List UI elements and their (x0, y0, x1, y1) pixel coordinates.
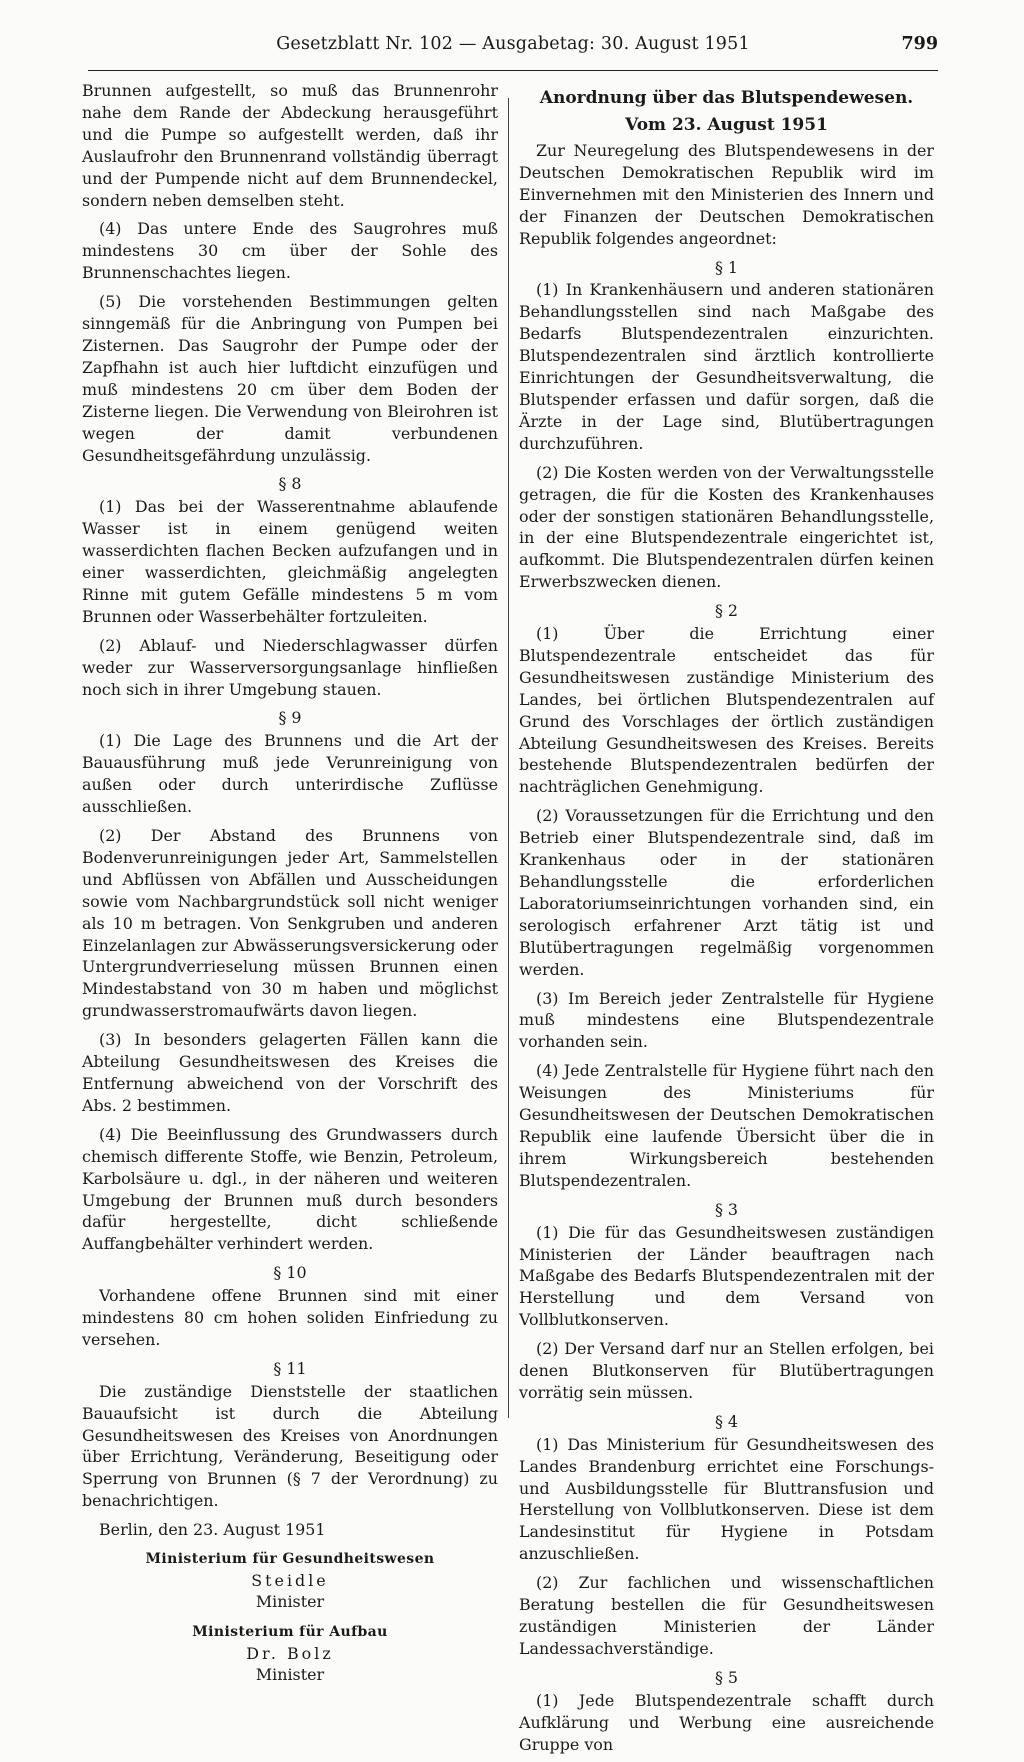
paragraph: (2) Zur fachlichen und wissenschaftlichen Beratung bestellen die für Gesundheitswesen zuständigen Ministerien der Länder Landessachverständige. (519, 1573, 934, 1658)
section-heading: § 2 (714, 601, 739, 621)
paragraph: (3) In besonders gelagerten Fällen kann die Abteilung Gesundheitswesen des Kreises die Entfernung abweichend von der Vorschrift des Abs. 2 bestimmen. (82, 1030, 498, 1115)
section-heading: § 5 (714, 1667, 739, 1687)
paragraph: (2) Die Kosten werden von der Verwaltungsstelle getragen, die für die Kosten des Krankenhauses oder der sonstigen stationären Behandlungsstelle, in der eine Blutspendezentrale eingerichtet ist, aufkommt. Die Blutspendezentralen dürfen keinen Erwerbszwecken dienen. (519, 462, 934, 592)
section-heading: § 8 (278, 474, 302, 494)
paragraph: (2) Der Abstand des Brunnens von Bodenverunreinigungen jeder Art, Sammelstellen und Abflüssen von Abfällen und Ausscheidungen sowie vom Nachbargrundstück soll nicht weniger als 10 m betragen. Von Senkgruben und anderen Einzelanlagen zur Abwässerungsversickerung oder Untergrundverrieselung müssen Brunnen einen Mindestabstand von 30 m haben und möglichst grundwasserstromaufwärts davon liegen. (82, 826, 498, 1021)
paragraph: Zur Neuregelung des Blutspendewesens in der Deutschen Demokratischen Republik wird im Einvernehmen mit den Ministerien des Innern und der Finanzen der Deutschen Demokratischen Republik folgendes angeordnet: (519, 141, 934, 248)
section-heading: § 11 (273, 1358, 307, 1378)
place-and-date: Berlin, den 23. August 1951 (99, 1520, 326, 1540)
left-column (82, 80, 498, 1685)
paragraph: (1) Jede Blutspendezentrale schafft durch Aufklärung und Werbung eine ausreichende Gruppe von (519, 1690, 934, 1754)
paragraph: Vorhandene offene Brunnen sind mit einer mindestens 80 cm hohen soliden Einfriedung zu versehen. (82, 1286, 498, 1349)
section-heading: § 3 (714, 1199, 739, 1219)
signature-institution: Ministerium für Aufbau (192, 1624, 388, 1641)
right-column (519, 80, 934, 1762)
paragraph: (4) Jede Zentralstelle für Hygiene führt nach den Weisungen des Ministeriums für Gesundheitswesen der Deutschen Demokratischen Republik eine laufende Übersicht über die in ihrem Wirkungsbereich bestehenden Blutspendezentralen. (519, 1061, 934, 1190)
section-heading: § 10 (273, 1263, 307, 1283)
paragraph: (1) In Krankenhäusern und anderen stationären Behandlungsstellen sind nach Maßgabe des Bedarfs Blutspendezentralen einzurichten. Blutspendezentralen sind ärztlich kontrollierte Einrichtungen der Gesundheitsverwaltung, die Blutspender erfassen und dafür sorgen, daß die Ärzte in der Lage sind, Blutübertragungen durchzuführen. (519, 280, 934, 453)
ordinance-title: Anordnung über das Blutspendewesen. (539, 88, 914, 108)
signature-name: Steidle (251, 1571, 329, 1591)
section-heading: § 4 (714, 1411, 739, 1431)
signature-institution: Ministerium für Gesundheitswesen (145, 1551, 435, 1568)
paragraph: Brunnen aufgestellt, so muß das Brunnenrohr nahe dem Rande der Abdeckung herausgeführt und die Pumpe so aufgestellt werden, daß ihr Auslaufrohr den Brunnenrand vollständig überragt und der Pumpende nicht auf dem Brunnendeckel, sondern neben demselben steht. (82, 81, 498, 210)
signature-role: Minister (255, 1592, 325, 1612)
paragraph: (2) Der Versand darf nur an Stellen erfolgen, bei denen Blutkonserven für Blutübertragungen vorrätig sein müssen. (519, 1339, 934, 1402)
paragraph: (1) Die für das Gesundheitswesen zuständigen Ministerien der Länder beauftragen nach Maßgabe des Bedarfs Blutspendezentralen mit der Herstellung und dem Versand von Vollblutkonserven. (519, 1222, 934, 1330)
paragraph: (3) Im Bereich jeder Zentralstelle für Hygiene muß mindestens eine Blutspendezentrale vorhanden sein. (519, 988, 934, 1052)
page-header (88, 30, 938, 71)
paragraph: (1) Die Lage des Brunnens und die Art der Bauausführung muß jede Verunreinigung von außen oder durch unterirdische Zuflüsse ausschließen. (82, 731, 498, 817)
ordinance-date: Vom 23. August 1951 (625, 115, 828, 135)
paragraph: (4) Die Beeinflussung des Grundwassers durch chemisch differente Stoffe, wie Benzin, Petroleum, Karbolsäure u. dgl., in der näheren und weiteren Umgebung der Brunnen muß durch besonders dafür hergestellte, dicht schließende Auffangbehälter verhindert werden. (82, 1124, 498, 1254)
paragraph: (1) Das Ministerium für Gesundheitswesen des Landes Brandenburg errichtet eine Forschungs- und Ausbildungsstelle für Bluttransfusion und Herstellung von Vollblutkonserven. Diese ist dem Landesinstitut für Hygiene in Potsdam anzuschließen. (519, 1434, 934, 1564)
paragraph: Die zuständige Dienststelle der staatlichen Bauaufsicht ist durch die Abteilung Gesundheitswesen des Kreises von Anordnungen über Errichtung, Veränderung, Beseitigung oder Sperrung von Brunnen (§ 7 der Verordnung) zu benachrichtigen. (82, 1381, 498, 1511)
section-heading: § 1 (714, 257, 739, 277)
signature-role: Minister (255, 1665, 325, 1685)
signature-name: Dr. Bolz (246, 1644, 334, 1664)
header-title: Gesetzblatt Nr. 102 — Ausgabetag: 30. August 1951 (276, 34, 750, 54)
column-divider (508, 98, 509, 1418)
paragraph: (1) Das bei der Wasserentnahme ablaufende Wasser ist in einem genügend weiten wasserdichten flachen Becken aufzufangen und in einer wasserdichten, gleichmäßig angelegten Rinne mit gutem Gefälle mindestens 5 m vom Brunnen oder Wasserbehälter fortzuleiten. (82, 497, 498, 626)
page-number: 799 (901, 34, 938, 54)
paragraph: (1) Über die Errichtung einer Blutspendezentrale entscheidet das für Gesundheitswesen zuständige Ministerium des Landes, bei örtlichen Blutspendezentralen auf Grund des Vorschlages der örtlich zuständigen Abteilung Gesundheitswesen des Kreises. Bereits bestehende Blutspendezentralen bedürfen der nachträglichen Genehmigung. (519, 624, 934, 797)
paragraph: (2) Voraussetzungen für die Errichtung und den Betrieb einer Blutspendezentrale sind, daß im Krankenhaus oder in der stationären Behandlungsstelle die erforderlichen Laboratoriumseinrichtungen vorhanden sind, ein serologisch erfahrener Arzt tätig ist und Blutübertragungen regelmäßig vorgenommen werden. (519, 806, 934, 979)
paragraph: (5) Die vorstehenden Bestimmungen gelten sinngemäß für die Anbringung von Pumpen bei Zisternen. Das Saugrohr der Pumpe oder der Zapfhahn ist auch hier luftdicht einzufügen und muß mindestens 20 cm über dem Boden der Zisterne liegen. Die Verwendung von Bleirohren ist wegen der damit verbundenen Gesundheitsgefährdung unzulässig. (82, 292, 498, 465)
paragraph: (2) Ablauf- und Niederschlagwasser dürfen weder zur Wasserversorgungsanlage hinfließen noch sich in ihrer Umgebung stauen. (82, 635, 498, 699)
paragraph: (4) Das untere Ende des Saugrohres muß mindestens 30 cm über der Sohle des Brunnenschachtes liegen. (82, 219, 498, 283)
section-heading: § 9 (278, 708, 302, 728)
